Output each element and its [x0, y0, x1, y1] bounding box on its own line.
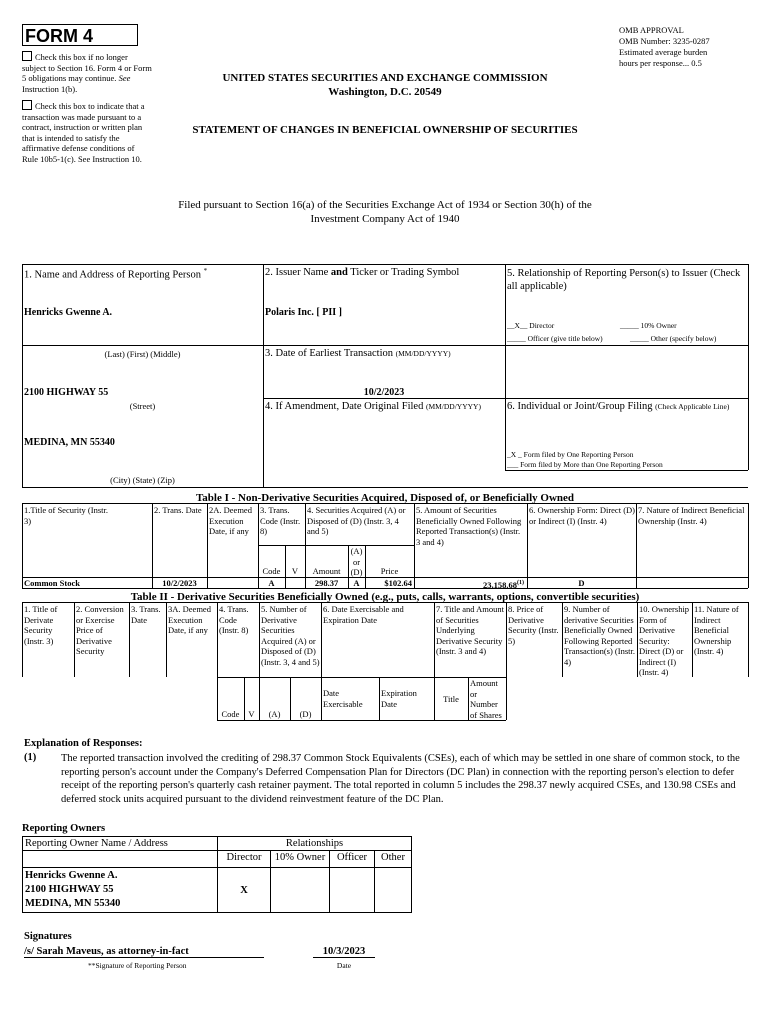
owners-10pct-cell: [271, 868, 330, 913]
earliest-date: 10/2/2023: [363, 387, 405, 398]
signature-caption: **Signature of Reporting Person: [88, 961, 187, 970]
t1-h1: 1.Title of Security (Instr. 3): [24, 505, 108, 526]
reporting-street: 2100 HIGHWAY 55: [24, 387, 109, 398]
t1-h7: 7. Nature of Indirect Beneficial Ownership (Instr. 4): [638, 505, 745, 526]
section16-checkbox[interactable]: [22, 51, 32, 61]
name-sub: (Last) (First) (Middle): [104, 349, 181, 359]
t1-h2: 2. Trans. Date: [154, 505, 202, 515]
omb-line: Estimated average burden: [619, 47, 708, 57]
owners-col-director: Director: [218, 851, 271, 868]
amend-label: 4. If Amendment, Date Original Filed (MM/DD/YYYY): [265, 401, 481, 412]
agency-name: UNITED STATES SECURITIES AND EXCHANGE COMMISSION: [222, 72, 548, 84]
t2-h7: 7. Title and Amount of Securities Underlying Derivative Security (Instr. 3 and 4): [436, 604, 505, 656]
t1-row-date: 10/2/2023: [162, 578, 197, 588]
filed-line-2: Investment Company Act of 1940: [310, 213, 460, 225]
signature-date: 10/3/2023: [313, 946, 375, 958]
t1-row-form: D: [578, 578, 585, 588]
t2-h6: 6. Date Exercisable and Expiration Date: [323, 604, 404, 625]
rel-10pct: _____ 10% Owner: [620, 321, 677, 330]
name-label: 1. Name and Address of Reporting Person *: [24, 267, 208, 281]
filed-line-1: Filed pursuant to Section 16(a) of the Securities Exchange Act of 1934 or Section 30(h) of the: [178, 199, 592, 211]
t2-sub-amount: Amount or Number of Shares: [470, 678, 502, 720]
signatures-heading: Signatures: [24, 931, 72, 942]
filing-label: 6. Individual or Joint/Group Filing (Check Applicable Line): [507, 401, 730, 412]
t1-h3: 3. Trans. Code (Instr. 8): [260, 505, 301, 536]
owners-col-10pct: 10% Owner: [271, 851, 330, 868]
table2-title: Table II - Derivative Securities Beneficially Owned (e.g., puts, calls, warrants, options, convertible securities): [130, 591, 640, 603]
t2-h4: 4. Trans. Code (Instr. 8): [219, 604, 249, 635]
relationship-label: 5. Relationship of Reporting Person(s) to Issuer (Check all applicable): [507, 268, 741, 292]
owners-col-name: Reporting Owner Name / Address: [23, 837, 218, 851]
t1-h2a: 2A. Deemed Execution Date, if any: [209, 505, 252, 536]
rule10b5-checkbox-block: [22, 100, 152, 164]
t2-h9: 9. Number of derivative Securities Beneficially Owned Following Reported Transaction(s) (Instr. 4): [564, 604, 635, 667]
date-label: 3. Date of Earliest Transaction (MM/DD/YYYY): [265, 348, 451, 359]
t1-row-code: A: [268, 578, 275, 588]
street-sub: (Street): [129, 401, 156, 411]
date-caption: Date: [336, 961, 352, 970]
t1-row-aord: A: [353, 578, 360, 588]
t2-h3: 3. Trans. Date: [131, 604, 161, 625]
t1-h6: 6. Ownership Form: Direct (D) or Indirect (I) (Instr. 4): [529, 505, 635, 526]
t2-sub-exp: Expiration Date: [381, 688, 417, 709]
owners-other-cell: [375, 868, 412, 913]
owners-col-officer: Officer: [330, 851, 375, 868]
section16-text: Check this box if no longer subject to Section 16. Form 4 or Form 5 obligations may continue.: [22, 52, 152, 83]
table1-title: Table I - Non-Derivative Securities Acquired, Disposed of, or Beneficially Owned: [195, 492, 575, 504]
owners-city: MEDINA, MN 55340: [25, 898, 121, 909]
explanation-num: (1): [24, 752, 37, 763]
t2-sub-a: (A): [268, 709, 281, 719]
t1-sub-amount: Amount: [312, 566, 341, 576]
t1-row-owned: 23,158.68$^{(1)}$: [483, 579, 524, 590]
owners-col-rel: Relationships: [218, 837, 412, 851]
rule10b5-text: Check this box to indicate that a transaction was made pursuant to a contract, instruction or written plan that is intended to satisfy the affirmative defense conditions of Rule 10b5-1(c). See Instruction 10.: [22, 101, 145, 164]
signature-name: /s/ Sarah Maveus, as attorney-in-fact: [24, 946, 264, 958]
filing-one: _X _ Form filed by One Reporting Person: [507, 450, 634, 459]
t1-sub-code: Code: [262, 566, 281, 576]
t1-sub-price: Price: [380, 566, 399, 576]
reporting-name: Henricks Gwenne A.: [24, 307, 113, 318]
rel-officer: _____ Officer (give title below): [507, 334, 603, 343]
rel-other: _____ Other (specify below): [630, 334, 717, 343]
owners-table: [22, 836, 412, 913]
t1-footnote-ref[interactable]: (1): [517, 580, 524, 586]
reporting-city: MEDINA, MN 55340: [24, 437, 115, 448]
explanation-text: The reported transaction involved the crediting of 298.37 Common Stock Equivalents (CSEs), each of which may be settled in one share of common stock, to the reporting person's account under the Company's Deferred Compensation Plan for Directors (DC Plan) in connection with the reporting person's election to defer receipt of the reporting person's quarterly cash retainer payment. The total reported in column 5 includes the 298.37 newly acquired CSEs, and 130.98 CSEs and deferred stock units acquired pursuant to the dividend reinvestment feature of the DC Plan.: [61, 753, 740, 805]
t2-h8: 8. Price of Derivative Security (Instr. 5): [508, 604, 559, 646]
t1-h5: 5. Amount of Securities Beneficially Owned Following Reported Transaction(s) (Instr. 3 and 4): [416, 505, 522, 547]
t1-sub-aord: (A) or (D): [350, 546, 363, 577]
filing-more: ___ Form filed by More than One Reporting Person: [507, 460, 663, 469]
t2-sub-exer: Date Exercisable: [323, 688, 363, 709]
owners-street: 2100 HIGHWAY 55: [25, 884, 114, 895]
rel-director: __X__ Director: [507, 321, 555, 330]
t1-row-price: $102.64: [384, 578, 412, 588]
t2-h5: 5. Number of Derivative Securities Acquired (A) or Disposed of (D) (Instr. 3, 4 and 5): [261, 604, 320, 667]
t2-h10: 10. Ownership Form of Derivative Security: Direct (D) or Indirect (I) (Instr. 4): [639, 604, 690, 677]
city-sub: (City) (State) (Zip): [110, 475, 175, 485]
owners-col-other: Other: [375, 851, 412, 868]
owners-blank: [23, 851, 218, 868]
owners-name: Henricks Gwenne A.: [25, 870, 118, 881]
explanation-heading: Explanation of Responses:: [24, 738, 143, 749]
t2-sub-v: V: [248, 709, 255, 719]
omb-line: OMB Number: 3235-0287: [619, 36, 710, 46]
section16-instr: Instruction 1(b).: [22, 83, 78, 94]
owners-director-mark: X: [218, 868, 271, 913]
t2-h3a: 3A. Deemed Execution Date, if any: [168, 604, 211, 635]
agency-city: Washington, D.C. 20549: [328, 86, 442, 98]
t2-h2: 2. Conversion or Exercise Price of Derivative Security: [76, 604, 124, 656]
name-asterisk: *: [203, 267, 208, 275]
t1-row-amount: 298.37: [314, 578, 339, 588]
omb-line: OMB APPROVAL: [619, 25, 684, 35]
owners-officer-cell: [330, 868, 375, 913]
omb-approval: [619, 25, 759, 69]
form-title: FORM 4: [25, 26, 94, 46]
rule10b5-checkbox[interactable]: [22, 100, 32, 110]
t2-h11: 11. Nature of Indirect Beneficial Ownership (Instr. 4): [694, 604, 739, 656]
statement-title: STATEMENT OF CHANGES IN BENEFICIAL OWNERSHIP OF SECURITIES: [192, 124, 578, 136]
t1-h4: 4. Securities Acquired (A) or Disposed of (D) (Instr. 3, 4 and 5): [307, 505, 406, 536]
t1-sub-v: V: [291, 566, 299, 576]
section16-see: See: [118, 73, 131, 83]
issuer-name: Polaris Inc. [ PII ]: [265, 307, 342, 318]
omb-line: hours per response... 0.5: [619, 58, 702, 68]
t2-sub-code: Code: [221, 709, 240, 719]
form-title-box: [22, 24, 138, 46]
t2-sub-d: (D): [299, 709, 312, 719]
owners-heading: Reporting Owners: [22, 823, 106, 834]
section16-checkbox-block: [22, 51, 152, 94]
t2-h1: 1. Title of Derivate Security (Instr. 3): [24, 604, 58, 646]
t2-sub-title: Title: [443, 694, 459, 704]
t1-row-security: Common Stock: [24, 578, 80, 588]
issuer-label: 2. Issuer Name and Ticker or Trading Symbol: [265, 267, 460, 278]
owners-row-address: [23, 868, 218, 913]
filed-pursuant: [110, 198, 660, 226]
